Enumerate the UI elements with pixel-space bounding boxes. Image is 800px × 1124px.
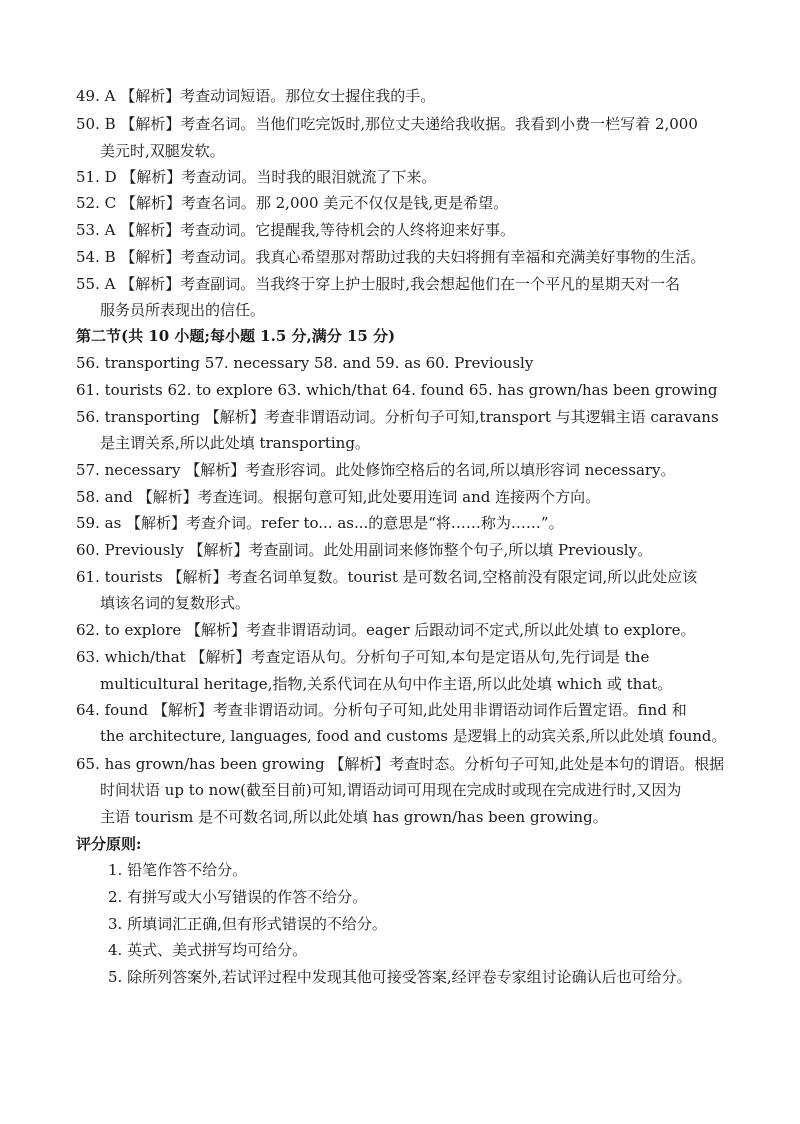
explanation-63: 63. which/that 【解析】考查定语从句。分析句子可知,本句是定语从句,先行词是 the (76, 648, 650, 666)
answer-55-cont: 服务员所表现出的信任。 (100, 301, 266, 319)
explanation-61-cont: 填该名词的复数形式。 (100, 594, 251, 612)
answer-53: 53. A 【解析】考查动词。它提醒我,等待机会的人终将迎来好事。 (76, 221, 515, 239)
explanation-60: 60. Previously 【解析】考查副词。此处用副词来修饰整个句子,所以填 Previously。 (76, 541, 653, 559)
explanation-58: 58. and 【解析】考查连词。根据句意可知,此处要用连词 and 连接两个方向。 (76, 488, 601, 506)
scoring-rule-3: 3. 所填词汇正确,但有形式错误的不给分。 (108, 915, 387, 933)
answer-summary-61-65: 61. tourists 62. to explore 63. which/that 64. found 65. has grown/has been growing (76, 381, 718, 399)
explanation-65-cont-2: 主语 tourism 是不可数名词,所以此处填 has grown/has been growing。 (100, 808, 608, 826)
explanation-64: 64. found 【解析】考查非谓语动词。分析句子可知,此处用非谓语动词作后置定语。find 和 (76, 701, 687, 719)
explanation-64-cont: the architecture, languages, food and customs 是逻辑上的动宾关系,所以此处填 found。 (100, 728, 727, 745)
answer-50-cont: 美元时,双腿发软。 (100, 142, 225, 160)
explanation-63-cont: multicultural heritage,指物,关系代词在从句中作主语,所以此处填 which 或 that。 (100, 675, 673, 693)
scoring-rule-4: 4. 英式、美式拼写均可给分。 (108, 941, 308, 959)
answer-52: 52. C 【解析】考查名词。那 2,000 美元不仅仅是钱,更是希望。 (76, 194, 509, 212)
explanation-56: 56. transporting 【解析】考查非谓语动词。分析句子可知,transport 与其逻辑主语 caravans (76, 408, 719, 426)
section-2-heading: 第二节(共 10 小题;每小题 1.5 分,满分 15 分) (76, 327, 396, 345)
answer-55: 55. A 【解析】考查副词。当我终于穿上护士服时,我会想起他们在一个平凡的星期天对一名 (76, 275, 680, 293)
explanation-61: 61. tourists 【解析】考查名词单复数。tourist 是可数名词,空格前没有限定词,所以此处应该 (76, 568, 698, 586)
scoring-rule-1: 1. 铅笔作答不给分。 (108, 861, 248, 879)
explanation-62: 62. to explore 【解析】考查非谓语动词。eager 后跟动词不定式,所以此处填 to explore。 (76, 621, 696, 639)
answer-50: 50. B 【解析】考查名词。当他们吃完饭时,那位丈夫递给我收据。我看到小费一栏写着 2,000 (76, 115, 698, 133)
answer-49: 49. A 【解析】考查动词短语。那位女士握住我的手。 (76, 87, 436, 105)
explanation-59: 59. as 【解析】考查介词。refer to... as...的意思是“将……称为……”。 (76, 514, 564, 532)
answer-54: 54. B 【解析】考查动词。我真心希望那对帮助过我的夫妇将拥有幸福和充满美好事物的生活。 (76, 248, 706, 266)
answer-summary-56-60: 56. transporting 57. necessary 58. and 59. as 60. Previously (76, 354, 534, 372)
explanation-56-cont: 是主谓关系,所以此处填 transporting。 (100, 434, 370, 452)
scoring-rule-2: 2. 有拼写或大小写错误的作答不给分。 (108, 888, 368, 906)
scoring-rules-heading: 评分原则: (76, 835, 142, 853)
explanation-65-cont-1: 时间状语 up to now(截至目前)可知,谓语动词可用现在完成时或现在完成进行时,又因为 (100, 781, 682, 799)
explanation-57: 57. necessary 【解析】考查形容词。此处修饰空格后的名词,所以填形容词 necessary。 (76, 461, 676, 479)
answer-51: 51. D 【解析】考查动词。当时我的眼泪就流了下来。 (76, 168, 437, 186)
scoring-rule-5: 5. 除所列答案外,若试评过程中发现其他可接受答案,经评卷专家组讨论确认后也可给分。 (108, 968, 692, 986)
explanation-65: 65. has grown/has been growing 【解析】考查时态。分析句子可知,此处是本句的谓语。根据 (76, 755, 725, 773)
